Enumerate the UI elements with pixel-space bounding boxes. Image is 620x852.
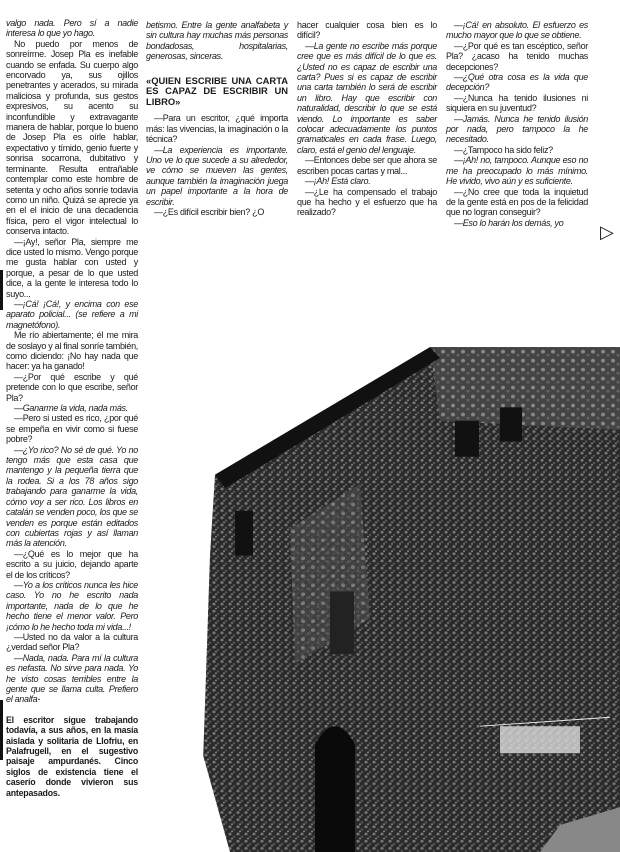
column-4 <box>446 20 588 228</box>
paragraph: —¿No cree que toda la inquietud de la gente está en pos de la felicidad que no logran conseguir? <box>446 186 588 218</box>
paragraph: —¿Por qué escribe y qué pretende con lo que escribe, señor Pla? <box>6 371 138 403</box>
paragraph: —¿Por qué es tan escéptico, señor Pla? ¿acaso ha tenido muchas decepciones? <box>446 40 588 72</box>
paragraph: —Ganarme la vida, nada más. <box>14 403 128 414</box>
paragraph: —¡Ah! Está claro. <box>305 176 371 187</box>
paragraph: —La gente no escribe más porque cree que es más difícil de lo que es. ¿Usted no es capaz de escribir una carta? Pues si es capaz de escribir una carta también lo será de escribir un libro. Hay que escribir con naturalidad, describir lo que se está viendo. Lo importante es saber colocar adecuadamente los puntos gramaticales en cada frase. Luego, claro, está el genio del lenguaje. <box>297 40 437 155</box>
column-2-body <box>146 113 288 217</box>
paragraph: hacer cualquier cosa bien es lo difícil? <box>297 20 437 41</box>
paragraph: No puedo por menos de sonreírme. Josep Pla es inefable cuando se enfada. Su cuerpo algo encorvado ya, sus ojillos penetrantes y acerados, su mirada maliciosa y profunda, sus gestos expresivos, su acento su inconfundible y extravagante manera de hablar, porque lo bueno de Josep Pla es oírle hablar, expectativo y tímido, genio fuerte y sonrisa socarrona, dubitativo y terminante. Resulta entrañable contemplar como este hombre de setenta y ocho años sonríe todavía como un niño. Quizá se aprecie ya en el el inicio de una decadencia física, pero el vigor intelectual lo conserva intacto. <box>6 38 138 237</box>
paragraph: valgo nada. Pero sí a nadie interesa lo que yo hago. <box>6 18 138 39</box>
farmhouse-photo <box>140 322 620 852</box>
paragraph: —Jamás. Nunca he tenido ilusión por nada, pero tampoco la he necesitado. <box>446 113 588 145</box>
paragraph: —¿Es difícil escribir bien? ¿O <box>154 207 265 218</box>
paragraph: —La experiencia es importante. Uno ve lo que sucede a su alrededor, ve cómo se mueven las gentes, aunque también la imaginación juega un papel importante a la hora de escribir. <box>146 144 288 207</box>
paragraph: —Entonces debe ser que ahora se escriben pocas cartas y mal... <box>297 155 437 176</box>
paragraph: —Usted no da valor a la cultura ¿verdad señor Pla? <box>6 631 138 653</box>
paragraph: betismo. Entre la gente analfabeta y sin cultura hay muchas más personas bondadosas, hospitalarias, generosas, sinceras. <box>146 20 288 62</box>
paragraph: —¡Cá! en absoluto. El esfuerzo es mucho mayor que lo que se obtiene. <box>446 20 588 41</box>
paragraph: —¡Ah! no, tampoco. Aunque eso no me ha preocupado lo más mínimo. He vivido, vivo aún y es suficiente. <box>446 155 588 187</box>
column-3 <box>297 20 437 218</box>
paragraph: —¡Cá! ¡Cá!, y encima con ese aparato policial... (se refiere a mi magnetófono). <box>6 298 138 330</box>
paragraph: —¿Qué otra cosa es la vida que decepción? <box>446 72 588 93</box>
section-heading: «QUIEN ESCRIBE UNA CARTA ES CAPAZ DE ESCRIBIR UN LIBRO» <box>146 74 288 107</box>
paragraph: Me río abiertamente; él me mira de soslayo y al final sonríe también, como diciendo: ¡No hay nada que hacer: ya ha ganado! <box>6 330 138 372</box>
paragraph: —¿Nunca ha tenido ilusiones ni siquiera en su juventud? <box>446 92 588 114</box>
column-1 <box>6 18 138 798</box>
paragraph: —¿Tampoco ha sido feliz? <box>454 144 553 155</box>
continue-arrow-icon: ▷ <box>600 222 614 242</box>
paragraph: —Pero si usted es rico, ¿por qué se empeña en vivir como si fuese pobre? <box>6 413 138 445</box>
column-rule <box>0 270 3 310</box>
paragraph: —¡Ay!, señor Pla, siempre me dice usted lo mismo. Vengo porque me gusta hablar con usted y porque, a pesar de lo que usted dice, a la gente le interesa todo lo suyo... <box>6 236 138 299</box>
column-1-body <box>6 18 138 705</box>
column-2-intro <box>146 20 288 62</box>
paragraph: —Yo a los críticos nunca les hice caso. Yo no he escrito nada importante, nada de lo que he hecho tiene el menor valor. Pero ¡cómo lo he hecho toda mi vida...! <box>6 579 138 632</box>
column-2 <box>146 20 288 217</box>
paragraph: —¿Qué es lo mejor que ha escrito a su juicio, dejando aparte el de los críticos? <box>6 548 138 580</box>
paragraph: —Nada, nada. Para mí la cultura es nefasta. No sirve para nada. Yo he visto cosas terribles entre la gente que se llama culta. Prefiero el analfa- <box>6 652 138 705</box>
paragraph: —¿Yo rico? No sé de qué. Yo no tengo más que esta casa que mantengo y la pequeña tierra que la rodea. Si a los 78 años sigo trabajando para ganarme la vida, cómo voy a ser rico. Los libros en catalán se venden poco, los que se venden es porque están editados con cubiertas rojas y así llaman más la atención. <box>6 444 138 549</box>
paragraph: —¿Le ha compensado el trabajo que ha hecho y el esfuerzo que ha realizado? <box>297 186 437 218</box>
paragraph: —Para un escritor, ¿qué importa más: las vivencias, la imaginación o la técnica? <box>146 113 288 145</box>
paragraph: —Eso lo harán los demás, yo <box>454 217 564 228</box>
photo-caption: El escritor sigue trabajando todavía, a sus años, en la masía aislada y solitaria de Llofriu, en Palafrugell, en el sugestivo paisaje ampurdanés. Cinco siglos de existencia tiene el caserío donde vivieron sus antepasados. <box>6 714 138 798</box>
column-rule <box>0 700 3 760</box>
